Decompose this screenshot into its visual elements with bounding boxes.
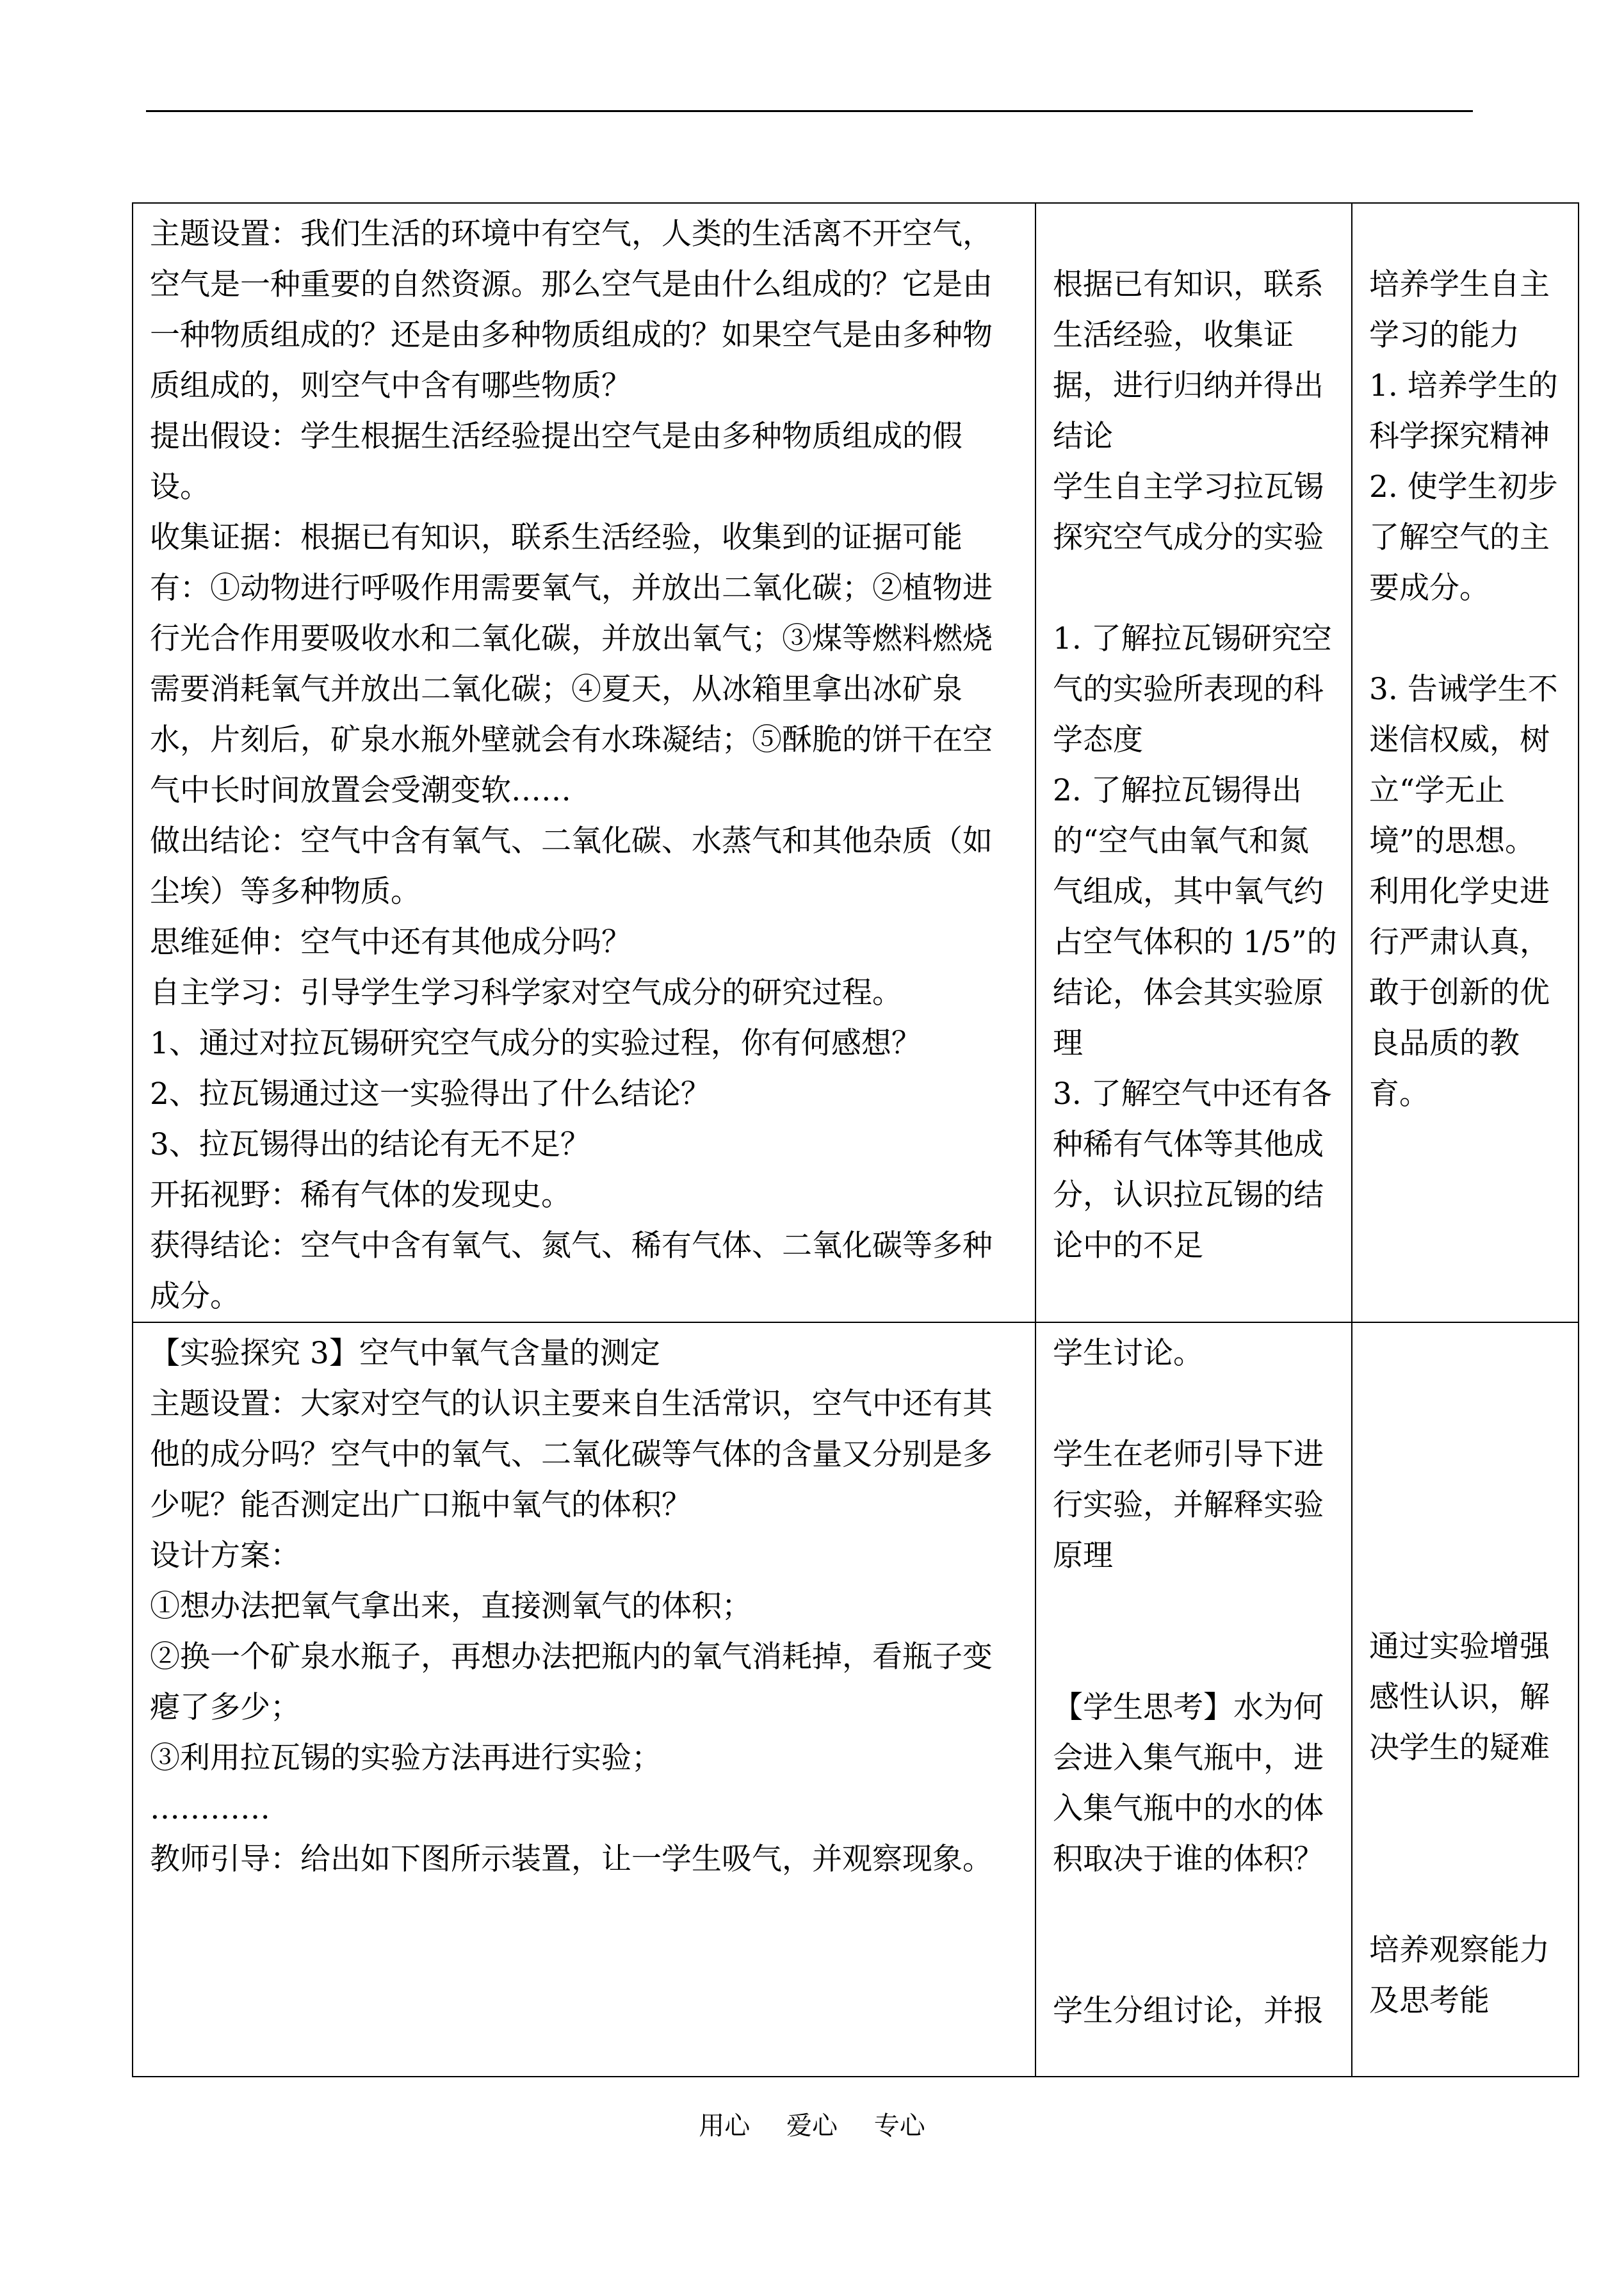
paragraph: 2. 了解拉瓦锡得出的“空气由氧气和氮气组成，其中氧气约占空气体积的 1/5”的结论，体会其实验原理 xyxy=(1053,773,1337,1061)
paragraph: 学生讨论。 xyxy=(1053,1336,1203,1371)
paragraph: 2、拉瓦锡通过这一实验得出了什么结论？ xyxy=(150,1076,711,1112)
paragraph: 1. 培养学生的科学探究精神 xyxy=(1369,368,1558,454)
paragraph: 通过实验增强感性认识，解决学生的疑难 xyxy=(1369,1629,1550,1765)
paragraph: 开拓视野：稀有气体的发现史。 xyxy=(150,1178,571,1213)
paragraph: ………… xyxy=(150,1791,270,1826)
paragraph: 培养观察能力及思考能 xyxy=(1369,1933,1550,2018)
header-rule xyxy=(146,110,1473,112)
paragraph: 学生分组讨论，并报 xyxy=(1053,1993,1324,2029)
paragraph: 获得结论：空气中含有氧气、氮气、稀有气体、二氧化碳等多种成分。 xyxy=(150,1228,993,1314)
blank-line xyxy=(1369,1874,1564,1925)
teacher-activity-cell xyxy=(133,203,1035,1322)
paragraph: 3. 了解空气中还有各种稀有气体等其他成分，认识拉瓦锡的结论中的不足 xyxy=(1053,1076,1332,1263)
blank-line xyxy=(1369,1773,1564,1824)
blank-line xyxy=(1053,1935,1337,1986)
footer-text: 爱心 xyxy=(786,2111,838,2141)
student-activity-cell xyxy=(1035,1322,1352,2077)
paragraph: 主题设置：大家对空气的认识主要来自生活常识，空气中还有其他的成分吗？空气中的氧气、二氧化碳等气体的含量又分别是多少呢？能否测定出广口瓶中氧气的体积？ xyxy=(150,1386,993,1523)
paragraph: 收集证据：根据已有知识，联系生活经验，收集到的证据可能有：①动物进行呼吸作用需要氧气，并放出二氧化碳；②植物进行光合作用要吸收水和二氧化碳，并放出氧气；③煤等燃料燃烧需要消耗氧气并放出二氧化碳；④夏天，从冰箱里拿出冰矿泉水，片刻后，矿泉水瓶外壁就会有水珠凝结；⑤酥脆的饼干在空气中长时间放置会受潮变软…… xyxy=(150,520,993,808)
lesson-plan-table xyxy=(132,202,1579,2077)
paragraph: 根据已有知识，联系生活经验，收集证据，进行归纳并得出结论 xyxy=(1053,267,1324,454)
paragraph: 利用化学史进行严肃认真，敢于创新的优良品质的教育。 xyxy=(1369,874,1550,1112)
paragraph: 主题设置：我们生活的环境中有空气，人类的生活离不开空气，空气是一种重要的自然资源。那么空气是由什么组成的？它是由一种物质组成的？还是由多种物质组成的？如果空气是由多种物质组成的，则空气中含有哪些物质？ xyxy=(150,216,993,403)
paragraph: 学生在老师引导下进行实验，并解释实验原理 xyxy=(1053,1437,1324,1573)
blank-line xyxy=(1369,1824,1564,1874)
design-intent-cell xyxy=(1352,203,1579,1322)
student-activity-cell xyxy=(1035,203,1352,1322)
paragraph: 做出结论：空气中含有氧气、二氧化碳、水蒸气和其他杂质（如尘埃）等多种物质。 xyxy=(150,823,993,909)
footer-text: 用心 xyxy=(699,2111,751,2141)
footer-text: 专心 xyxy=(873,2111,925,2141)
paragraph: 思维延伸：空气中还有其他成分吗？ xyxy=(150,925,631,960)
paragraph: ②换一个矿泉水瓶子，再想办法把瓶内的氧气消耗掉，看瓶子变瘪了多少； xyxy=(150,1639,993,1725)
teacher-activity-cell xyxy=(133,1322,1035,2077)
paragraph: ③利用拉瓦锡的实验方法再进行实验； xyxy=(150,1740,662,1776)
paragraph: 3、拉瓦锡得出的结论有无不足？ xyxy=(150,1127,590,1162)
blank-line xyxy=(1053,1581,1337,1632)
blank-line xyxy=(1053,1379,1337,1429)
blank-line xyxy=(1053,563,1337,613)
paragraph: ①想办法把氧气拿出来，直接测氧气的体积； xyxy=(150,1589,752,1624)
paragraph: 【实验探究 3】空气中氧气含量的测定 xyxy=(150,1336,660,1371)
paragraph: 3. 告诫学生不迷信权威，树立“学无止境”的思想。 xyxy=(1369,672,1558,859)
paragraph: 【学生思考】水为何会进入集气瓶中，进入集气瓶中的水的体积取决于谁的体积？ xyxy=(1053,1690,1324,1877)
table-row xyxy=(133,1322,1579,2077)
paragraph: 1. 了解拉瓦锡研究空气的实验所表现的科学态度 xyxy=(1053,621,1332,758)
page-footer xyxy=(0,2107,1624,2145)
paragraph: 培养学生自主学习的能力 xyxy=(1369,267,1550,353)
blank-line xyxy=(1053,1632,1337,1682)
paragraph: 设计方案： xyxy=(150,1538,300,1573)
paragraph: 提出假设：学生根据生活经验提出空气是由多种物质组成的假设。 xyxy=(150,419,962,505)
blank-line xyxy=(1369,613,1564,664)
paragraph: 1、通过对拉瓦锡研究空气成分的实验过程，你有何感想？ xyxy=(150,1026,922,1061)
paragraph: 学生自主学习拉瓦锡探究空气成分的实验 xyxy=(1053,469,1324,555)
paragraph: 2. 使学生初步了解空气的主要成分。 xyxy=(1369,469,1558,606)
blank-line xyxy=(1053,1885,1337,1935)
table-row xyxy=(133,203,1579,1322)
design-intent-cell xyxy=(1352,1322,1579,2077)
paragraph: 自主学习：引导学生学习科学家对空气成分的研究过程。 xyxy=(150,975,902,1010)
paragraph: 教师引导：给出如下图所示装置，让一学生吸气，并观察现象。 xyxy=(150,1842,993,1877)
